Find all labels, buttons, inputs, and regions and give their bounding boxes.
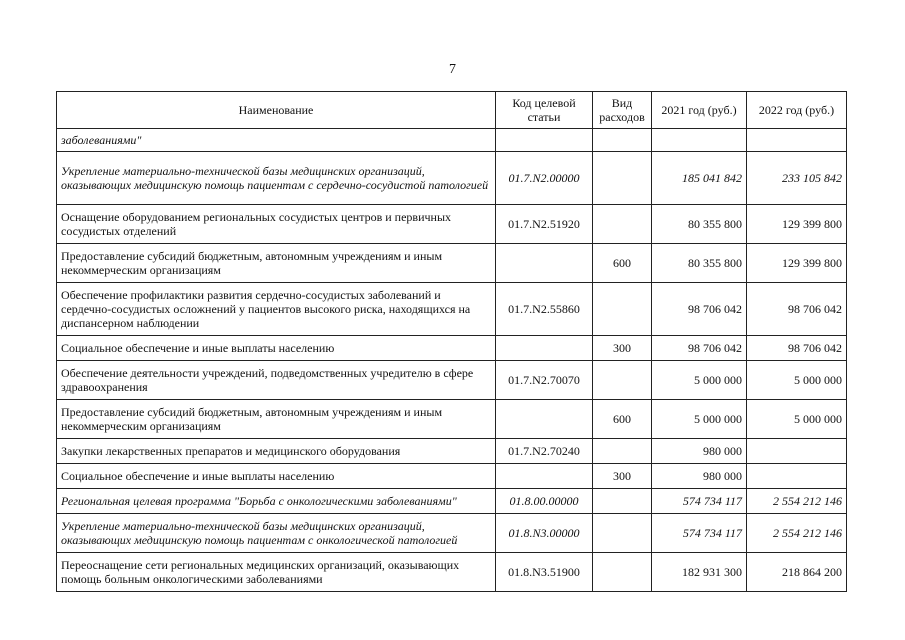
budget-table: [56, 91, 847, 592]
table-row: [57, 553, 847, 592]
row-name-cell: Региональная целевая программа "Борьба с онкологическими заболеваниями": [57, 489, 496, 514]
table-row: [57, 336, 847, 361]
row-code-cell: 01.7.N2.70240: [496, 439, 593, 464]
table-row: [57, 361, 847, 400]
row-name-cell: Закупки лекарственных препаратов и медицинского оборудования: [57, 439, 496, 464]
row-2021-cell: 574 734 117: [652, 514, 747, 553]
row-2022-cell: 129 399 800: [747, 244, 847, 283]
row-code-cell: [496, 464, 593, 489]
table-header-row: [57, 92, 847, 129]
row-2022-cell: 233 105 842: [747, 152, 847, 205]
row-name-cell: заболеваниями": [57, 129, 496, 152]
row-name-cell: Предоставление субсидий бюджетным, автономным учреждениям и иным некоммерческим организациям: [57, 244, 496, 283]
table-row: [57, 439, 847, 464]
row-expense-type-cell: [593, 439, 652, 464]
row-2021-cell: 80 355 800: [652, 244, 747, 283]
row-name-cell: Переоснащение сети региональных медицинских организаций, оказывающих помощь больным онкологическими заболеваниями: [57, 553, 496, 592]
row-2022-cell: [747, 129, 847, 152]
row-expense-type-cell: [593, 489, 652, 514]
row-name-cell: Укрепление материально-технической базы медицинских организаций, оказывающих медицинскую помощь пациентам с онкологической патологией: [57, 514, 496, 553]
header-expense-type: Вид расходов: [593, 92, 652, 129]
row-code-cell: [496, 244, 593, 283]
row-2021-cell: 5 000 000: [652, 400, 747, 439]
row-expense-type-cell: [593, 283, 652, 336]
header-code: Код целевой статьи: [496, 92, 593, 129]
row-expense-type-cell: [593, 514, 652, 553]
row-code-cell: [496, 129, 593, 152]
row-2021-cell: 980 000: [652, 439, 747, 464]
row-code-cell: 01.7.N2.00000: [496, 152, 593, 205]
table-row: [57, 464, 847, 489]
row-expense-type-cell: [593, 129, 652, 152]
row-name-cell: Обеспечение профилактики развития сердечно-сосудистых заболеваний и сердечно-сосудистых осложнений у пациентов высокого риска, находящихся на диспансерном наблюдении: [57, 283, 496, 336]
row-2022-cell: 5 000 000: [747, 400, 847, 439]
row-code-cell: 01.7.N2.70070: [496, 361, 593, 400]
page-number: 7: [449, 62, 456, 77]
row-expense-type-cell: [593, 553, 652, 592]
row-2021-cell: 185 041 842: [652, 152, 747, 205]
row-2021-cell: 980 000: [652, 464, 747, 489]
row-name-cell: Социальное обеспечение и иные выплаты населению: [57, 336, 496, 361]
row-name-cell: Укрепление материально-технической базы медицинских организаций, оказывающих медицинскую помощь пациентам с сердечно-сосудистой патологией: [57, 152, 496, 205]
row-2021-cell: 98 706 042: [652, 336, 747, 361]
row-2022-cell: 2 554 212 146: [747, 489, 847, 514]
row-expense-type-cell: [593, 152, 652, 205]
row-name-cell: Предоставление субсидий бюджетным, автономным учреждениям и иным некоммерческим организациям: [57, 400, 496, 439]
row-expense-type-cell: 300: [593, 336, 652, 361]
row-2022-cell: 5 000 000: [747, 361, 847, 400]
table-body: [57, 129, 847, 592]
table-row: [57, 400, 847, 439]
row-2022-cell: 218 864 200: [747, 553, 847, 592]
row-code-cell: [496, 336, 593, 361]
row-2022-cell: 129 399 800: [747, 205, 847, 244]
row-code-cell: 01.7.N2.51920: [496, 205, 593, 244]
table-row: [57, 514, 847, 553]
table-row: [57, 152, 847, 205]
row-expense-type-cell: [593, 361, 652, 400]
row-2022-cell: 98 706 042: [747, 336, 847, 361]
row-code-cell: 01.8.N3.51900: [496, 553, 593, 592]
row-expense-type-cell: 300: [593, 464, 652, 489]
row-2021-cell: [652, 129, 747, 152]
table-row: [57, 283, 847, 336]
row-2022-cell: [747, 464, 847, 489]
row-expense-type-cell: 600: [593, 244, 652, 283]
row-expense-type-cell: 600: [593, 400, 652, 439]
row-code-cell: 01.8.N3.00000: [496, 514, 593, 553]
row-2022-cell: 2 554 212 146: [747, 514, 847, 553]
row-code-cell: 01.8.00.00000: [496, 489, 593, 514]
row-2022-cell: 98 706 042: [747, 283, 847, 336]
row-name-cell: Обеспечение деятельности учреждений, подведомственных учредителю в сфере здравоохранения: [57, 361, 496, 400]
row-2021-cell: 98 706 042: [652, 283, 747, 336]
row-code-cell: 01.7.N2.55860: [496, 283, 593, 336]
table-row: [57, 205, 847, 244]
row-expense-type-cell: [593, 205, 652, 244]
row-2021-cell: 182 931 300: [652, 553, 747, 592]
table-row: [57, 129, 847, 152]
row-name-cell: Социальное обеспечение и иные выплаты населению: [57, 464, 496, 489]
row-2021-cell: 5 000 000: [652, 361, 747, 400]
header-2021: 2021 год (руб.): [652, 92, 747, 129]
row-2022-cell: [747, 439, 847, 464]
row-code-cell: [496, 400, 593, 439]
table-row: [57, 489, 847, 514]
header-2022: 2022 год (руб.): [747, 92, 847, 129]
row-2021-cell: 80 355 800: [652, 205, 747, 244]
table-row: [57, 244, 847, 283]
row-name-cell: Оснащение оборудованием региональных сосудистых центров и первичных сосудистых отделений: [57, 205, 496, 244]
row-2021-cell: 574 734 117: [652, 489, 747, 514]
header-name: Наименование: [57, 92, 496, 129]
